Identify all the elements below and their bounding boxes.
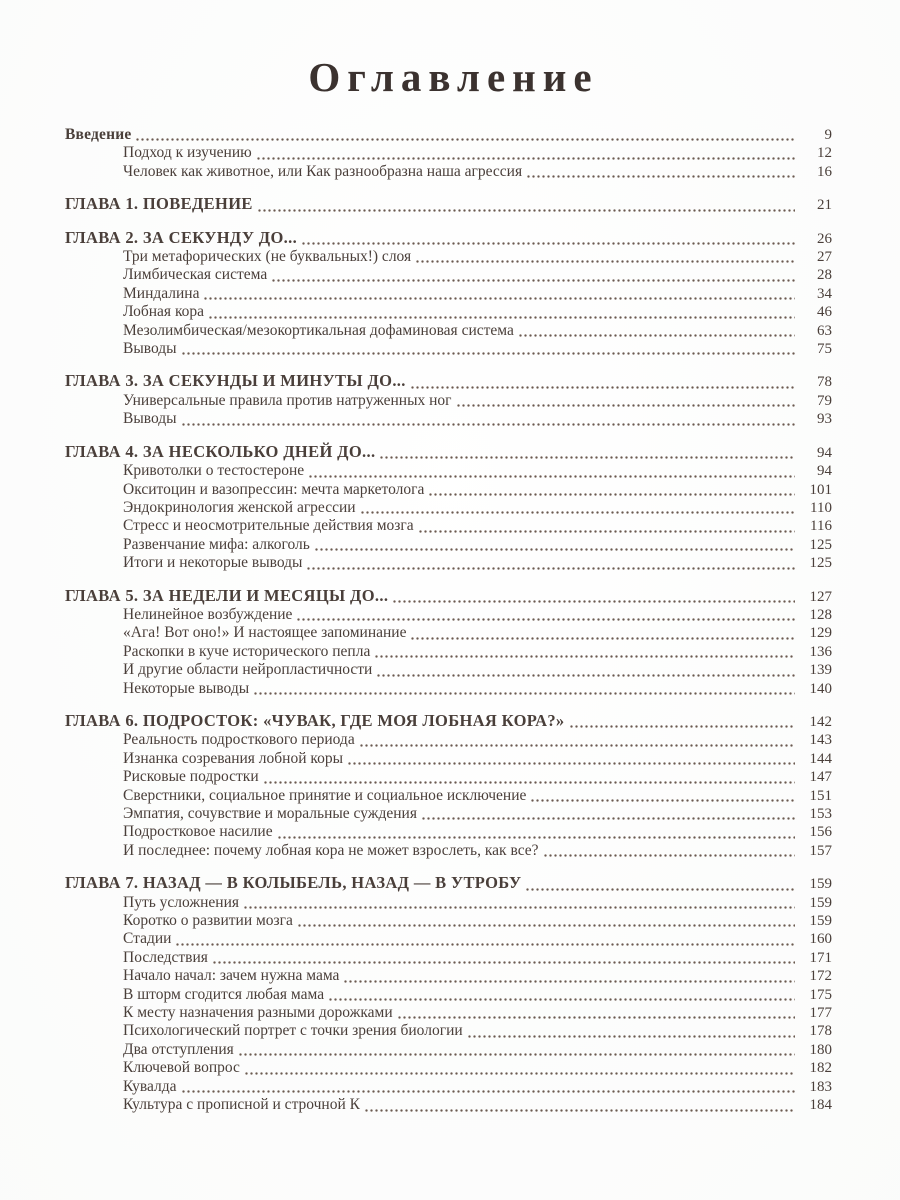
dot-leader — [410, 372, 795, 391]
toc-entry — [65, 894, 832, 912]
toc-entry-page: 156 — [809, 824, 832, 841]
toc-entry-page: 139 — [809, 662, 832, 679]
toc-entry-label: Эндокринология женской агрессии — [123, 498, 356, 516]
toc-entry-label: Окситоцин и вазопрессин: мечта маркетолога — [123, 480, 425, 498]
toc-entry — [65, 1096, 832, 1114]
toc-entry-page: 177 — [809, 1005, 832, 1022]
toc-entry-page: 75 — [817, 341, 832, 358]
toc-entry-page: 182 — [809, 1060, 832, 1077]
toc-entry-label: Подход к изучению — [123, 144, 252, 162]
dot-leader — [456, 392, 795, 410]
toc-entry — [65, 481, 832, 499]
toc-entry-label: ГЛАВА 6. ПОДРОСТОК: «ЧУВАК, ГДЕ МОЯ ЛОБНАЯ КОРА?» — [65, 710, 565, 730]
toc-entry — [65, 949, 832, 967]
toc-entry-page: 129 — [809, 625, 832, 642]
dot-leader — [203, 285, 795, 303]
toc-entry-page: 125 — [809, 555, 832, 572]
toc-entry — [65, 1078, 832, 1096]
toc-entry-label: И другие области нейропластичности — [123, 661, 373, 679]
toc-entry — [65, 392, 832, 410]
dot-leader — [238, 1041, 795, 1059]
dot-leader — [208, 303, 795, 321]
toc-entry-label: Универсальные правила против натруженных ног — [123, 391, 452, 409]
toc-entry — [65, 248, 832, 266]
toc-entry-page: 140 — [809, 680, 832, 697]
dot-leader — [277, 823, 795, 841]
toc-entry-label: Человек как животное, или Как разнообразна наша агрессия — [123, 162, 523, 180]
toc-entry-label: Развенчание мифа: алкоголь — [123, 535, 310, 553]
toc-entry-label: Реальность подросткового периода — [123, 731, 355, 749]
toc-entry-label: ГЛАВА 3. ЗА СЕКУНДЫ И МИНУТЫ ДО... — [65, 371, 406, 391]
toc-entry — [65, 712, 832, 731]
dot-leader — [308, 462, 795, 480]
dot-leader — [518, 322, 795, 340]
dot-leader — [360, 499, 795, 517]
toc-entry-page: 178 — [809, 1023, 832, 1040]
toc-entry — [65, 1022, 832, 1040]
toc-list — [65, 126, 832, 1115]
dot-leader — [263, 768, 795, 786]
toc-entry — [65, 967, 832, 985]
dot-leader — [428, 481, 795, 499]
dot-leader — [543, 842, 795, 860]
toc-entry-label: Стресс и неосмотрительные действия мозга — [123, 517, 414, 535]
toc-entry-label: Выводы — [123, 340, 177, 358]
toc-entry-page: 46 — [817, 304, 832, 321]
toc-entry-label: Миндалина — [123, 284, 200, 302]
toc-entry — [65, 340, 832, 358]
dot-leader — [181, 410, 795, 428]
toc-entry-page: 78 — [817, 374, 832, 391]
toc-entry-page: 125 — [809, 536, 832, 553]
toc-entry-label: Три метафорических (не буквальных!) слоя — [123, 248, 412, 266]
toc-entry — [65, 517, 832, 535]
dot-leader — [525, 874, 795, 893]
toc-entry — [65, 805, 832, 823]
toc-entry-page: 153 — [809, 806, 832, 822]
dot-leader — [181, 1078, 795, 1096]
toc-entry-label: Изнанка созревания лобной коры — [123, 749, 344, 767]
toc-entry-page: 26 — [817, 230, 832, 247]
toc-entry-label: И последнее: почему лобная кора не может взрослеть, как все? — [123, 841, 539, 859]
dot-leader — [296, 606, 795, 624]
toc-entry-label: «Ага! Вот оно!» И настоящее запоминание — [123, 624, 407, 642]
toc-entry — [65, 1041, 832, 1059]
toc-entry — [65, 842, 832, 860]
dot-leader — [243, 894, 795, 912]
dot-leader — [135, 126, 795, 144]
toc-entry-label: Два отступления — [123, 1040, 234, 1058]
toc-entry — [65, 823, 832, 841]
toc-entry-page: 171 — [809, 949, 832, 966]
toc-entry-page: 110 — [810, 499, 832, 516]
dot-leader — [347, 750, 795, 768]
toc-entry-page: 147 — [809, 769, 832, 786]
toc-entry-label: Кривотолки о тестостероне — [123, 462, 305, 480]
toc-entry — [65, 554, 832, 572]
toc-entry-label: В шторм сгодится любая мама — [123, 985, 325, 1003]
toc-entry — [65, 410, 832, 428]
toc-entry-page: 63 — [817, 322, 832, 339]
dot-leader — [306, 554, 795, 572]
toc-entry-page: 94 — [817, 463, 832, 480]
toc-entry-label: Коротко о развитии мозга — [123, 912, 293, 930]
toc-entry — [65, 285, 832, 303]
toc-entry-page: 160 — [809, 931, 832, 948]
dot-leader — [359, 731, 795, 749]
toc-entry — [65, 750, 832, 768]
toc-entry-page: 127 — [809, 588, 832, 605]
toc-entry — [65, 912, 832, 930]
dot-leader — [415, 248, 795, 266]
toc-entry-label: Путь усложнения — [123, 893, 239, 911]
toc-entry — [65, 930, 832, 948]
toc-entry-page: 34 — [817, 285, 832, 302]
toc-entry — [65, 303, 832, 321]
toc-entry-label: Сверстники, социальное принятие и социальное исключение — [123, 786, 527, 804]
toc-entry — [65, 1059, 832, 1077]
toc-entry — [65, 606, 832, 624]
toc-entry-page: 136 — [809, 643, 832, 660]
toc-entry — [65, 322, 832, 340]
toc-entry — [65, 643, 832, 661]
toc-entry — [65, 443, 832, 462]
toc-entry — [65, 126, 832, 144]
toc-entry — [65, 731, 832, 749]
toc-entry-label: Некоторые выводы — [123, 679, 250, 697]
dot-leader — [328, 986, 795, 1004]
toc-entry-page: 144 — [809, 750, 832, 767]
dot-leader — [392, 587, 795, 606]
dot-leader — [257, 195, 795, 214]
toc-entry-page: 9 — [824, 127, 832, 143]
dot-leader — [467, 1022, 795, 1040]
toc-entry — [65, 787, 832, 805]
dot-leader — [297, 912, 795, 930]
toc-entry — [65, 229, 832, 248]
dot-leader — [253, 680, 795, 698]
dot-leader — [421, 805, 795, 823]
toc-entry — [65, 587, 832, 606]
toc-entry — [65, 266, 832, 284]
toc-entry-page: 159 — [809, 894, 832, 911]
dot-leader — [569, 712, 795, 731]
toc-entry-label: Подростковое насилие — [123, 823, 273, 841]
toc-entry-page: 151 — [809, 787, 832, 804]
toc-entry-label: Итоги и некоторые выводы — [123, 554, 303, 572]
dot-leader — [271, 266, 795, 284]
toc-entry-label: Лимбическая система — [123, 266, 268, 284]
toc-entry — [65, 195, 832, 214]
toc-entry-label: Культура с прописной и строчной К — [123, 1096, 360, 1114]
toc-entry-page: 175 — [809, 986, 832, 1003]
toc-entry-page: 94 — [817, 444, 832, 461]
toc-entry — [65, 680, 832, 698]
toc-entry — [65, 874, 832, 893]
toc-entry-page: 16 — [817, 163, 832, 180]
dot-leader — [314, 536, 795, 554]
toc-entry — [65, 624, 832, 642]
toc-entry-page: 116 — [810, 518, 832, 535]
toc-entry-page: 172 — [809, 968, 832, 985]
dot-leader — [374, 643, 795, 661]
toc-entry-label: Мезолимбическая/мезокортикальная дофаминовая система — [123, 321, 514, 339]
toc-entry — [65, 661, 832, 679]
toc-entry-label: Введение — [65, 126, 132, 143]
toc-entry-page: 143 — [809, 732, 832, 749]
toc-entry-page: 183 — [809, 1078, 832, 1095]
toc-entry-page: 12 — [817, 145, 832, 162]
dot-leader — [212, 949, 795, 967]
toc-entry-label: К месту назначения разными дорожками — [123, 1004, 393, 1022]
toc-entry-page: 157 — [809, 842, 832, 859]
toc-entry-label: Раскопки в куче исторического пепла — [123, 642, 371, 660]
toc-entry-page: 184 — [809, 1097, 832, 1114]
toc-entry-page: 27 — [817, 249, 832, 266]
toc-entry — [65, 144, 832, 162]
toc-entry-label: Ключевой вопрос — [123, 1059, 240, 1077]
dot-leader — [244, 1059, 795, 1077]
toc-entry-label: ГЛАВА 7. НАЗАД — В КОЛЫБЕЛЬ, НАЗАД — В УТРОБУ — [65, 873, 522, 893]
dot-leader — [175, 930, 795, 948]
toc-entry-page: 142 — [809, 713, 832, 730]
dot-leader — [376, 661, 795, 679]
toc-entry — [65, 462, 832, 480]
dot-leader — [343, 967, 795, 985]
toc-entry — [65, 163, 832, 181]
toc-entry-page: 128 — [809, 606, 832, 623]
toc-entry-label: Нелинейное возбуждение — [123, 605, 293, 623]
dot-leader — [530, 787, 795, 805]
toc-entry-page: 93 — [817, 411, 832, 428]
dot-leader — [364, 1096, 795, 1114]
toc-entry-label: ГЛАВА 2. ЗА СЕКУНДУ ДО... — [65, 227, 298, 247]
toc-entry-label: ГЛАВА 5. ЗА НЕДЕЛИ И МЕСЯЦЫ ДО... — [65, 585, 389, 605]
toc-entry — [65, 986, 832, 1004]
toc-entry-label: Выводы — [123, 410, 177, 428]
toc-entry — [65, 1004, 832, 1022]
toc-entry-label: ГЛАВА 1. ПОВЕДЕНИЕ — [65, 194, 253, 214]
toc-entry — [65, 536, 832, 554]
toc-entry-page: 159 — [809, 913, 832, 930]
dot-leader — [181, 340, 795, 358]
toc-entry-label: Последствия — [123, 948, 208, 966]
toc-entry-page: 159 — [809, 876, 832, 893]
toc-entry-label: ГЛАВА 4. ЗА НЕСКОЛЬКО ДНЕЙ ДО... — [65, 441, 376, 461]
dot-leader — [379, 443, 795, 462]
toc-entry-label: Кувалда — [123, 1077, 177, 1095]
toc-entry — [65, 372, 832, 391]
dot-leader — [418, 517, 795, 535]
toc-entry-page: 101 — [809, 481, 832, 498]
page-title: Оглавление — [308, 54, 599, 100]
toc-entry-page: 21 — [817, 197, 832, 214]
toc-entry-label: Лобная кора — [123, 303, 205, 321]
toc-entry — [65, 768, 832, 786]
toc-entry-label: Рисковые подростки — [123, 768, 259, 786]
toc-entry-page: 28 — [817, 267, 832, 284]
toc-entry-label: Начало начал: зачем нужна мама — [123, 967, 340, 985]
toc-entry-label: Психологический портрет с точки зрения биологии — [123, 1022, 463, 1040]
dot-leader — [526, 163, 795, 181]
toc-entry-label: Стадии — [123, 930, 172, 948]
toc-entry-page: 79 — [817, 392, 832, 409]
toc-entry-page: 180 — [809, 1041, 832, 1058]
dot-leader — [410, 624, 795, 642]
dot-leader — [301, 229, 795, 248]
toc-entry-label: Эмпатия, сочувствие и моральные суждения — [123, 805, 417, 822]
dot-leader — [256, 144, 795, 162]
dot-leader — [397, 1004, 795, 1022]
toc-entry — [65, 499, 832, 517]
